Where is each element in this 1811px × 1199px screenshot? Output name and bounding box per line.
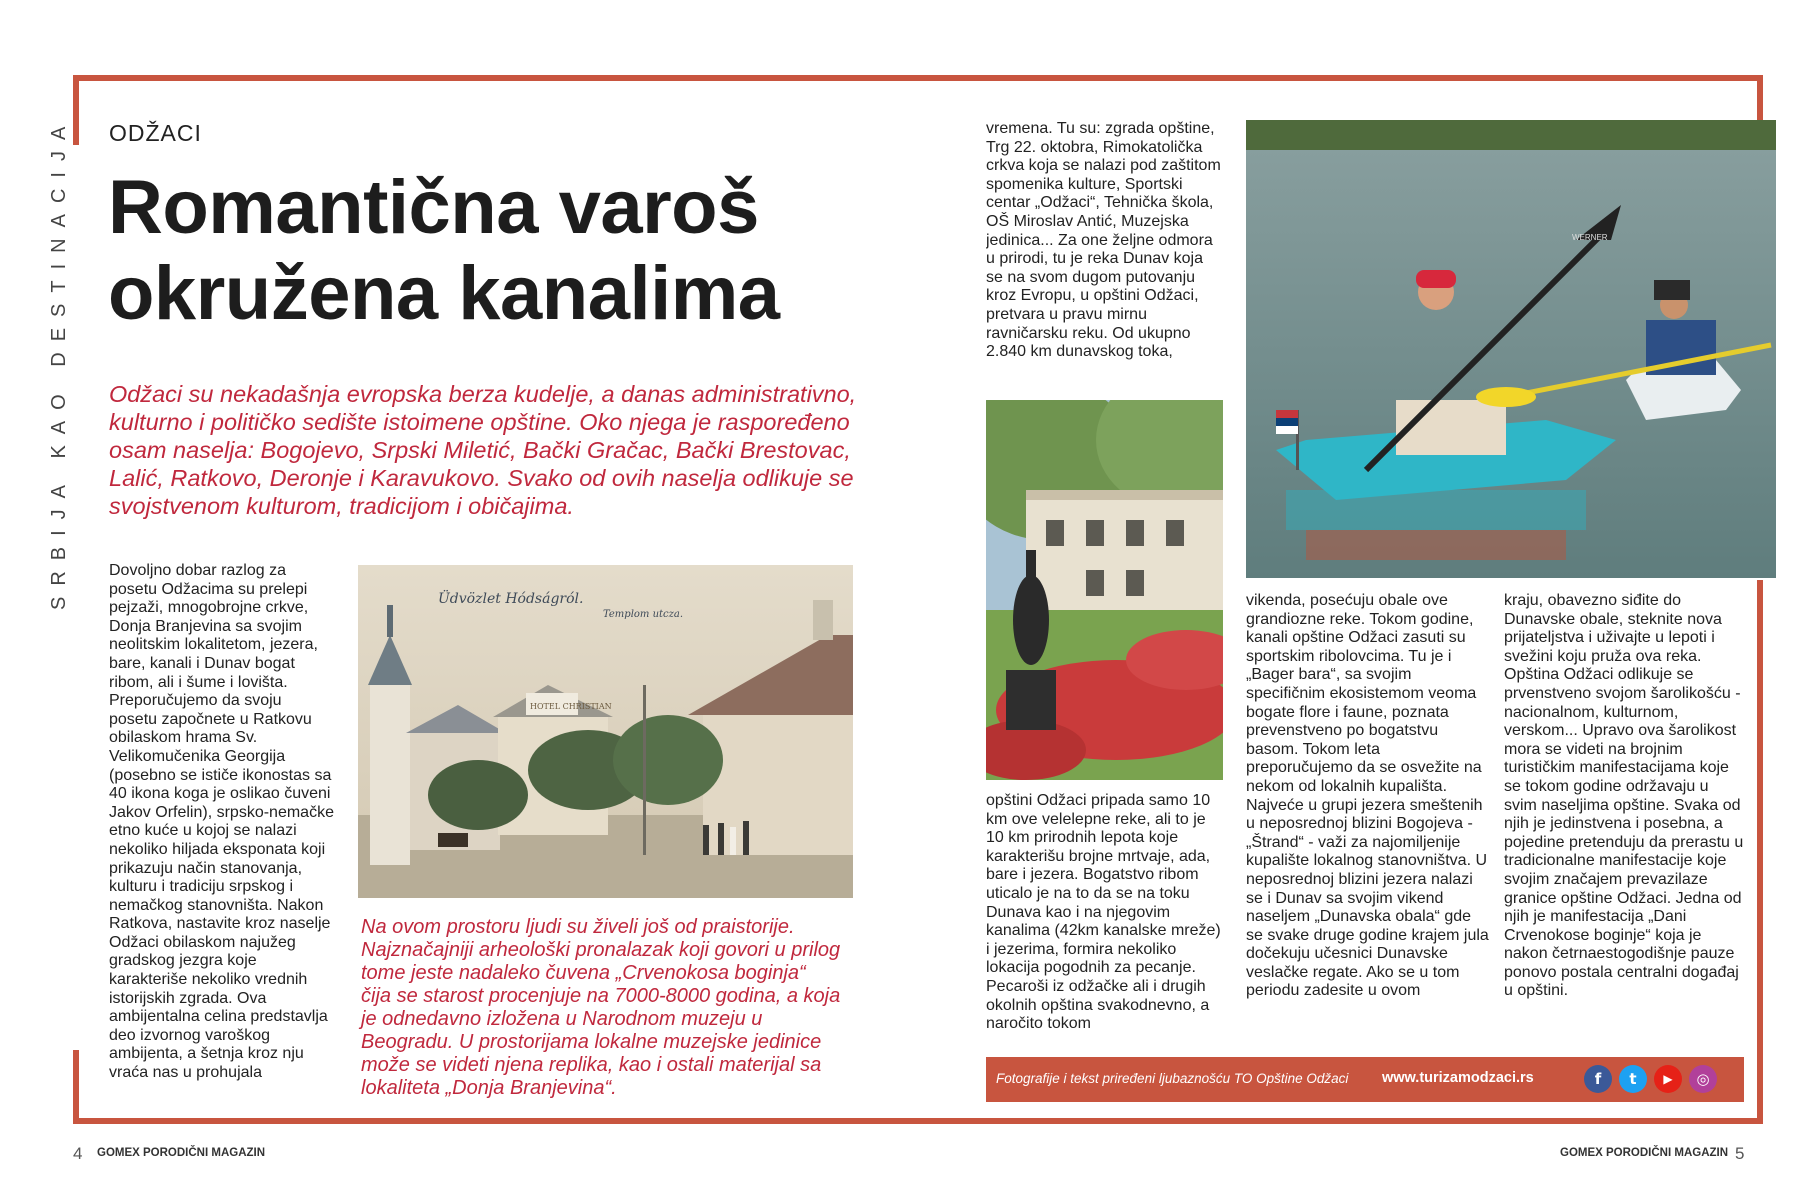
- frame-left-border-bottom: [73, 1050, 79, 1124]
- postcard-street: Templom utcza.: [603, 609, 684, 620]
- facebook-icon[interactable]: f: [1584, 1065, 1612, 1093]
- body-column-5: kraju, obavezno siđite do Dunavske obale, steknite nova prijateljstva i uživajte u lepoti i svežini koju pruža ova reka. Opština Odžaci odlikuje se prvenstveno svojom šarolikošću - nacionalnom, kulturnom, verskom... Upravo ova šarolikost mora se videti na brojnim turističkim manifestacijama koje se tokom godine održavaju u svim naseljima opštine. Svaka od njih je jedinstvena i posebna, a pojedine pretenduju da prerastu u tradicionalne manifestacije koje svojim značajem prevazilaze granice opštine Odžaci. Jedna od njih je manifestacija „Dani Crvenokose boginje“ koja je nakon četrnaestogodišnje pauze ponovo postala centralni događaj u opštini.: [1504, 592, 1744, 1000]
- kayak-photo: [1246, 120, 1776, 578]
- website-link[interactable]: www.turizamodzaci.rs: [1382, 1070, 1534, 1086]
- youtube-icon[interactable]: ▶: [1654, 1065, 1682, 1093]
- page-number-right: 5: [1735, 1144, 1745, 1163]
- article-lead: Odžaci su nekadašnja evropska berza kudelje, a danas administrativno, kulturno i političko sedište istoimene opštine. Oko njega je raspoređeno osam naselja: Bogojevo, Srpski Miletić, Bački Gračac, Bački Brestovac, Lalić, Ratkovo, Deronje i Karavukovo. Svako od ovih naselja odlikuje se svojstvenom kulturom, tradicijom i običajima.: [109, 381, 857, 519]
- body-column-1: Dovoljno dobar razlog za posetu Odžacima su prelepi pejzaži, mnogobrojne crkve, Donja Branjevina sa svojim neolitskim lokalitetom, jezera, bare, kanali i Dunav bogat ribom, ali i šume i lovišta. Preporučujemo da svoju posetu započnete u Ratkovu obilaskom hrama Sv. Velikomučenika Georgija (posebno se ističe ikonostas sa 40 ikona koga je oslikao čuveni Jakov Orfelin), srpsko-nemačke etno kuće u kojoj se nalazi nekoliko hiljada eksponata koji prikazuju način stanovanja, kulturu i tradiciju srpskog i nemačkog stanovništa. Nakon Ratkova, nastavite kroz naselje Odžaci obilaskom najužeg gradskog jezgra koje karakteriše nekoliko vrednih istorijskih zgrada. Ova ambijentalna celina predstavlja deo izvornog varoškog ambijenta, a šetnja kroz nju vraća nas u prohujala: [109, 562, 334, 1082]
- page-number-left: 4: [73, 1144, 83, 1163]
- park-statue-photo: [986, 400, 1223, 780]
- frame-right-border-bottom: [1757, 580, 1763, 1124]
- body-column-3: opštini Odžaci pripada samo 10 km ove velelepne reke, ali to je 10 km prirodnih lepota koje karakterišu brojne mrtvaje, ada, bare i jezera. Bogatstvo ribom uticalo je na to da se na toku Dunava kao i na njegovim kanalima (42km kanalske mreže) i jezerima, formira nekoliko lokacija pogodnih za pecanje. Pecaroši iz odžačke ali i drugih okolnih opština svakodnevno, a naročito tokom: [986, 792, 1221, 1033]
- article-title: [108, 165, 868, 337]
- postcard-greeting: Üdvözlet Hódságról.: [438, 591, 584, 607]
- photo-credit: Fotografije i tekst priređeni ljubaznošću TO Opštine Odžaci: [996, 1071, 1349, 1086]
- photo-caption: Na ovom prostoru ljudi su živeli još od praistorije. Najznačajniji arheološki pronalazak koji govori u prilog tome jeste nadaleko čuvena „Crvenokosa boginja“ čija se starost procenjuje na 7000-8000 godina, a koja je odnedavno izložena u Narodnom muzeju u Beogradu. U prostorijama lokalne muzejske jedinice može se videti njena replika, kao i ostali materijal sa lokaliteta „Donja Branjevina“.: [361, 916, 841, 1099]
- frame-bottom-border: [73, 1118, 1763, 1124]
- title-line-1: Romantična varoš: [108, 165, 759, 250]
- magazine-name-right: GOMEX PORODIČNI MAGAZIN: [1560, 1147, 1729, 1159]
- body-column-4: vikenda, posećuju obale ove grandiozne reke. Tokom godine, kanali opštine Odžaci zasuti su sportskim ribolovcima. Tu je i „Bager bara“, sa svojim specifičnim ekosistemom veoma bogate flore i faune, poznata prevenstveno po bogatstvu basom. Tokom leta preporučujemo da se osvežite na nekom od lokalnih kupališta. Najveće u grupi jezera smeštenih u neposrednoj blizini Bogojeva - „Štrand“ - važi za najomiljenije kupalište lokalnog stanovništva. U neposrednoj blizini jezera nalazi se i Dunav sa svojim vikend naseljem „Dunavska obala“ gde se svake druge godine krajem jula dočekuju učesnici Dunavske veslačke regate. Ako se u tom periodu zadesite u ovom: [1246, 592, 1489, 1000]
- twitter-icon[interactable]: t: [1619, 1065, 1647, 1093]
- old-postcard-photo: [358, 565, 853, 898]
- hotel-sign: HOTEL CHRISTIAN: [530, 702, 612, 711]
- frame-top-border: [73, 75, 1763, 81]
- paddle-brand: WERNER: [1572, 233, 1608, 242]
- magazine-name-left: GOMEX PORODIČNI MAGAZIN: [97, 1147, 266, 1159]
- section-heading: ODŽACI: [109, 120, 202, 146]
- section-side-label: SRBIJA KAO DESTINACIJA: [48, 115, 70, 610]
- frame-right-border-top: [1757, 75, 1763, 120]
- instagram-icon[interactable]: ◎: [1689, 1065, 1717, 1093]
- frame-left-border-top: [73, 75, 79, 145]
- footer-credit-bar: [986, 1057, 1744, 1102]
- body-column-2: vremena. Tu su: zgrada opštine, Trg 22. oktobra, Rimokatolička crkva koja se nalazi pod zaštitom spomenika kulture, Sportski centar „Odžaci“, Tehnička škola, OŠ Miroslav Antić, Muzejska jedinica... Za one željne odmora u prirodi, tu je reka Dunav koja se na svom dugom putovanju kroz Evropu, u opštini Odžaci, pretvara u pravu mirnu ravničarsku reku. Od ukupno 2.840 km dunavskog toka,: [986, 120, 1221, 361]
- title-line-2: okružena kanalima: [108, 251, 780, 336]
